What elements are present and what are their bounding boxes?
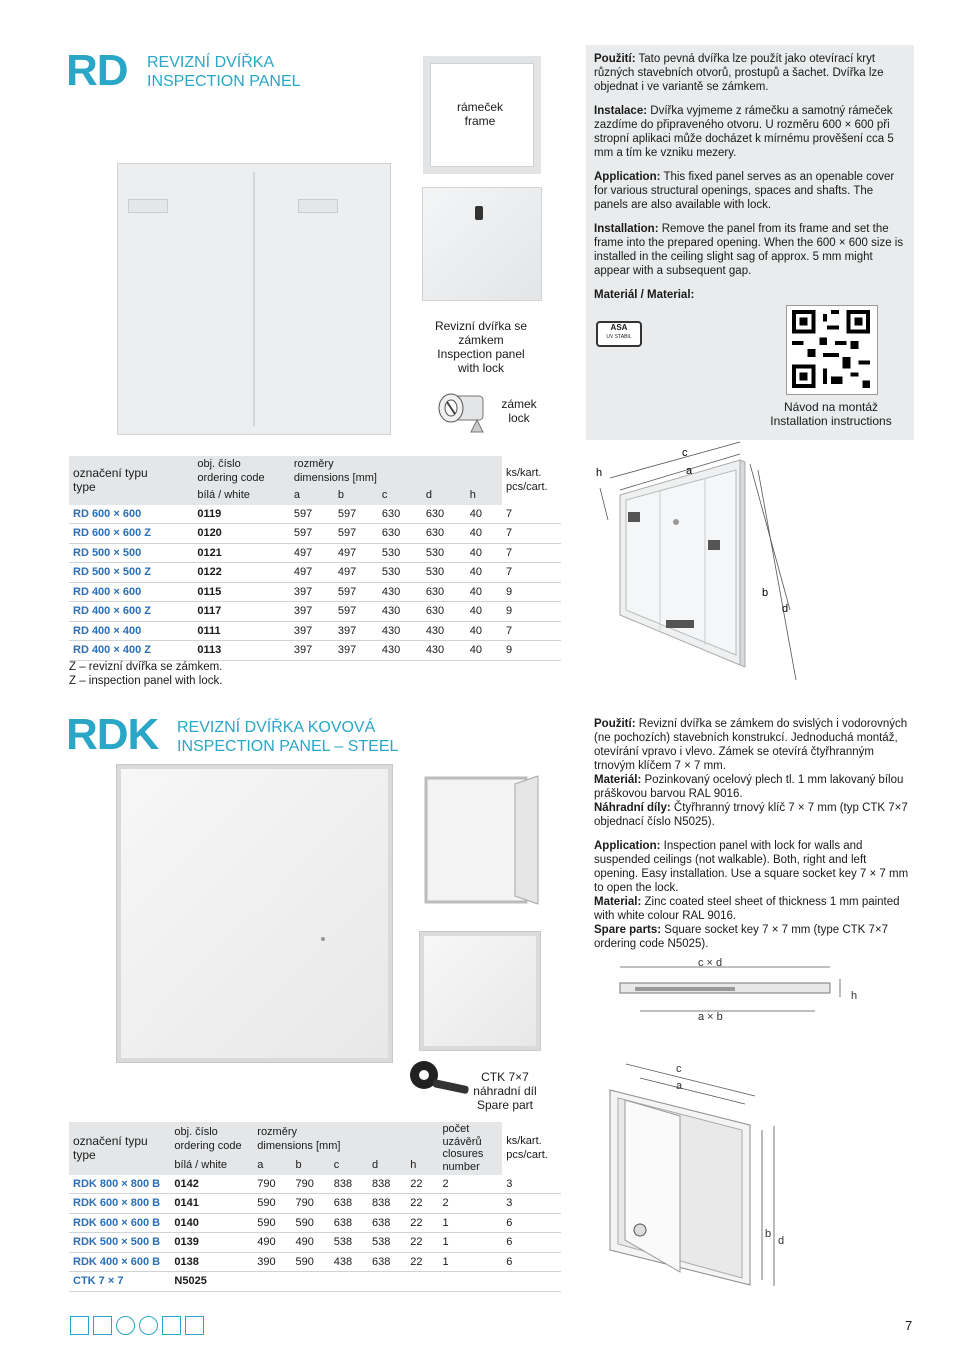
- rdk-cell-a: 590: [253, 1194, 291, 1214]
- door-panel-icon: [162, 1316, 181, 1335]
- frame-caption-en: frame: [464, 114, 496, 128]
- rd-install-cz: [594, 104, 910, 160]
- rd-table-note: [69, 660, 222, 688]
- rd-cell-b: 397: [334, 641, 378, 661]
- rdk-th-type-cz: označení typu: [73, 1134, 148, 1149]
- rd-cell-c: 430: [378, 621, 422, 641]
- fan-icon: [139, 1316, 158, 1335]
- steel-panel-image: [117, 765, 392, 1062]
- rd-cell-d: 430: [422, 641, 466, 661]
- rdk-cell-c: [330, 1272, 368, 1292]
- rd-cell-c: 430: [378, 582, 422, 602]
- asa-badge-brand: ASA: [610, 323, 628, 332]
- rdk-cell-c: 538: [330, 1233, 368, 1253]
- rdk-th-type-en: type: [73, 1148, 96, 1163]
- lock-keyhole-icon: [475, 206, 483, 220]
- table-row: [69, 582, 561, 602]
- panel-caption-line-1: Revizní dvířka se: [434, 319, 528, 333]
- rdk-application-en-body: Inspection panel with lock for walls and suspended ceilings (not walkable). Both, right and left opening. Easy installation. Use a square socket key 7 × 7 mm to open the lock.: [594, 840, 909, 894]
- rdk-cell-d: 838: [368, 1175, 406, 1194]
- rd-code: RD: [66, 46, 128, 95]
- install-caption-cz: Návod na montáž: [783, 400, 879, 414]
- table-row: [69, 563, 561, 583]
- install-instructions-caption: [758, 400, 904, 428]
- rd-th-code-cz: obj. číslo: [197, 458, 241, 470]
- rd-th-pcs-en: pcs/cart.: [505, 481, 548, 494]
- rdk-title-cz: REVIZNÍ DVÍŘKA KOVOVÁ: [177, 719, 376, 736]
- rdk-spare-cz-body: Čtyřhranný trnový klíč 7 × 7 mm (typ CTK 7×7 objednací číslo N5025).: [594, 802, 908, 828]
- rdk-cell-b: 490: [292, 1233, 330, 1253]
- rd-installation-en-label: Installation:: [594, 223, 659, 235]
- rd-cell-code: 0122: [193, 563, 290, 583]
- rdk-th-pcs-en: pcs/cart.: [506, 1149, 548, 1162]
- table-row: [69, 1233, 561, 1253]
- rd-cell-pcs: 9: [502, 602, 561, 622]
- rdk-text-cz: [594, 717, 910, 829]
- rdk-th-c: c: [330, 1156, 368, 1175]
- table-row: [69, 1213, 561, 1233]
- rdk-th-white: bílá / white: [170, 1156, 253, 1175]
- rd-cell-type: RD 600 × 600: [69, 505, 193, 524]
- rd-spec-table: [69, 456, 561, 661]
- rdk-cell-pcs: 6: [502, 1213, 561, 1233]
- rdk-th-code: [170, 1122, 253, 1156]
- rd-th-pcs: [502, 456, 561, 505]
- rd-cell-a: 397: [290, 641, 334, 661]
- rdk-cell-d: [368, 1272, 406, 1292]
- rdk-cell-pcs: 6: [502, 1252, 561, 1272]
- rdk-cell-pcs: [502, 1272, 561, 1292]
- circle-vent-icon: [116, 1316, 135, 1335]
- rdk-text-en: [594, 839, 910, 951]
- rd-dim-c: c: [682, 447, 688, 459]
- rdk-cell-c: 638: [330, 1213, 368, 1233]
- rdk-cell-b: 790: [292, 1194, 330, 1214]
- rd-cell-b: 597: [334, 602, 378, 622]
- rd-installation-en-body: Remove the panel from its frame and set the frame into the prepared opening. When the 600 × 600 size is installed in the ceiling slight sag of approx. 5 mm might appear with a subsequent gap.: [594, 223, 904, 277]
- rdk-cell-c: 838: [330, 1175, 368, 1194]
- rd-cell-code: 0119: [193, 505, 290, 524]
- rd-th-d: d: [422, 486, 466, 505]
- rd-cell-pcs: 7: [502, 524, 561, 544]
- rdk-th-b: b: [292, 1156, 330, 1175]
- rd-material: [594, 288, 910, 302]
- rd-th-b: b: [334, 486, 378, 505]
- rdk-th-closures-1: počet: [442, 1123, 470, 1136]
- panel-with-lock-caption: [423, 319, 539, 375]
- rdk-cell-b: 590: [292, 1213, 330, 1233]
- steel-panel-back-image: [420, 932, 540, 1050]
- rdk-material-en-label: Material:: [594, 896, 642, 908]
- rd-installation-en: [594, 222, 910, 278]
- rd-cell-h: 40: [466, 524, 502, 544]
- table-row: [69, 1175, 561, 1194]
- rd-title: [147, 53, 301, 91]
- latch-right: [298, 199, 338, 213]
- rd-cell-d: 630: [422, 524, 466, 544]
- rdk-cell-d: 538: [368, 1233, 406, 1253]
- rd-note-cz: Z – revizní dvířka se zámkem.: [69, 661, 223, 673]
- key-caption-type: CTK 7×7: [481, 1070, 529, 1084]
- qr-code-image[interactable]: [786, 305, 878, 395]
- rd-th-dims-cz: rozměry: [293, 458, 334, 470]
- square-outline-icon: [70, 1316, 89, 1335]
- rdk-cell-closures: 1: [438, 1233, 502, 1253]
- rd-cell-d: 630: [422, 582, 466, 602]
- rd-cell-type: RD 400 × 400 Z: [69, 641, 193, 661]
- rd-install-cz-label: Instalace:: [594, 105, 648, 117]
- rdk-cell-pcs: 3: [502, 1175, 561, 1194]
- rd-cell-a: 497: [290, 563, 334, 583]
- rdk-th-type: [69, 1122, 170, 1175]
- rdk-cell-h: 22: [406, 1233, 438, 1253]
- rd-th-type: [69, 456, 193, 505]
- table-row: [69, 505, 561, 524]
- rdk-cell-a: 390: [253, 1252, 291, 1272]
- rd-cell-a: 397: [290, 621, 334, 641]
- lock-caption: [498, 397, 540, 425]
- rd-cell-d: 530: [422, 563, 466, 583]
- rdk-cell-type: RDK 400 × 600 B: [69, 1252, 170, 1272]
- asa-uv-stabil-badge: [596, 321, 642, 347]
- rd-th-code-en: ordering code: [197, 472, 265, 484]
- rd-th-white: bílá / white: [193, 486, 290, 505]
- rd-cell-c: 530: [378, 563, 422, 583]
- panel-caption-line-4: with lock: [457, 361, 504, 375]
- rdk-cell-code: N5025: [170, 1272, 253, 1292]
- rd-usage-cz: [594, 52, 910, 94]
- page-number: 7: [905, 1318, 913, 1333]
- rdk-3d-dim-d: d: [778, 1235, 785, 1247]
- rd-dim-d: d: [782, 603, 789, 615]
- rd-cell-b: 597: [334, 582, 378, 602]
- table-row: [69, 1194, 561, 1214]
- rdk-cell-h: 22: [406, 1213, 438, 1233]
- rd-cell-h: 40: [466, 505, 502, 524]
- rd-dimension-diagram: [590, 440, 910, 685]
- rd-cell-code: 0121: [193, 543, 290, 563]
- frame-caption: [435, 100, 525, 128]
- inspection-panel-image: [117, 163, 391, 435]
- rdk-cell-type: RDK 800 × 800 B: [69, 1175, 170, 1194]
- rd-note-en: Z – inspection panel with lock.: [69, 675, 223, 687]
- rdk-th-dims-en: dimensions [mm]: [257, 1140, 341, 1152]
- grid-lines-icon: [93, 1316, 112, 1335]
- rdk-cell-b: 590: [292, 1252, 330, 1272]
- steel-panel-open-image: [420, 770, 540, 910]
- rd-material-label: Materiál / Material:: [594, 289, 695, 301]
- rd-title-cz: REVIZNÍ DVÍŘKA: [147, 54, 275, 71]
- key-caption: [470, 1070, 540, 1112]
- rdk-cell-d: 838: [368, 1194, 406, 1214]
- rd-cell-b: 597: [334, 505, 378, 524]
- frame-caption-cz: rámeček: [456, 100, 503, 114]
- table-row: [69, 543, 561, 563]
- panel-with-lock-image: [422, 187, 542, 301]
- rd-usage-cz-body: Tato pevná dvířka lze použít jako otevírací kryt různých stavebních otvorů, prostupů a šachet. Dvířka lze objednat i ve variantě se zámkem.: [594, 53, 884, 93]
- rdk-cell-type: RDK 600 × 800 B: [69, 1194, 170, 1214]
- rd-cell-a: 397: [290, 602, 334, 622]
- rd-table-body: [69, 505, 561, 661]
- rdk-cell-type: CTK 7 × 7: [69, 1272, 170, 1292]
- stairs-icon: [185, 1316, 204, 1335]
- table-row: [69, 641, 561, 661]
- rdk-title-en: INSPECTION PANEL – STEEL: [177, 738, 399, 755]
- key-image: [406, 1055, 476, 1105]
- rdk-material-cz-label: Materiál:: [594, 774, 642, 786]
- rdk-spare-cz-label: Náhradní díly:: [594, 802, 671, 814]
- rdk-dim-ab: a × b: [698, 1011, 723, 1023]
- rdk-cell-h: 22: [406, 1194, 438, 1214]
- lock-image: [433, 390, 491, 434]
- rdk-cell-type: RDK 500 × 500 B: [69, 1233, 170, 1253]
- rd-th-type-en: type: [73, 480, 96, 495]
- rdk-th-closures-2: uzávěrů: [442, 1135, 482, 1148]
- rd-dim-b: b: [762, 587, 769, 599]
- rdk-cell-b: 790: [292, 1175, 330, 1194]
- panel-caption-line-2: zámkem: [458, 333, 504, 347]
- rdk-section-diagram: [590, 955, 910, 1025]
- rdk-cell-closures: 1: [438, 1213, 502, 1233]
- rdk-th-dims-cz: rozměry: [257, 1126, 298, 1138]
- rd-cell-c: 630: [378, 524, 422, 544]
- rd-usage-cz-label: Použití:: [594, 53, 636, 65]
- rdk-cell-d: 638: [368, 1213, 406, 1233]
- rdk-3d-dim-c: c: [676, 1063, 682, 1075]
- asa-badge-sub: UV STABIL: [606, 334, 632, 340]
- rd-cell-h: 40: [466, 582, 502, 602]
- rd-dim-h: h: [596, 467, 603, 479]
- rd-application-en-label: Application:: [594, 171, 661, 183]
- rdk-3d-dim-b: b: [765, 1228, 772, 1240]
- panel-caption-line-3: Inspection panel: [437, 347, 525, 361]
- rd-application-en: [594, 170, 910, 212]
- rdk-th-dims: [253, 1122, 438, 1156]
- rdk-cell-code: 0140: [170, 1213, 253, 1233]
- rdk-dim-cd: c × d: [698, 957, 723, 969]
- panel-leaf-divider: [253, 172, 255, 426]
- rdk-th-pcs: [502, 1122, 561, 1175]
- latch-left: [128, 199, 168, 213]
- rd-cell-b: 597: [334, 524, 378, 544]
- rd-cell-pcs: 7: [502, 563, 561, 583]
- rd-cell-type: RD 500 × 500 Z: [69, 563, 193, 583]
- rd-cell-code: 0111: [193, 621, 290, 641]
- rd-th-dims: [290, 456, 502, 486]
- rd-application-en-body: This fixed panel serves as an openable cover for various structural openings, spaces and shafts. The panels are also available with lock.: [594, 171, 895, 211]
- rdk-code: RDK: [66, 710, 159, 759]
- rdk-cell-d: 638: [368, 1252, 406, 1272]
- rd-cell-d: 630: [422, 602, 466, 622]
- table-row: [69, 1252, 561, 1272]
- rd-cell-code: 0117: [193, 602, 290, 622]
- rd-cell-a: 497: [290, 543, 334, 563]
- rdk-material-cz-body: Pozinkovaný ocelový plech tl. 1 mm lakovaný bílou práškovou barvou RAL 9016.: [594, 774, 904, 800]
- rd-cell-code: 0120: [193, 524, 290, 544]
- rdk-cell-h: [406, 1272, 438, 1292]
- rd-th-code: [193, 456, 290, 486]
- rdk-title: [177, 718, 398, 756]
- rdk-th-closures-3: closures: [442, 1148, 484, 1161]
- rdk-cell-code: 0139: [170, 1233, 253, 1253]
- rd-th-type-cz: označení typu: [73, 466, 148, 481]
- table-row: [69, 524, 561, 544]
- rd-th-dims-en: dimensions [mm]: [293, 472, 377, 484]
- rd-cell-type: RD 500 × 500: [69, 543, 193, 563]
- rd-cell-h: 40: [466, 621, 502, 641]
- rd-table-header-row: [69, 456, 561, 486]
- rdk-table-header-row: [69, 1122, 561, 1156]
- rdk-cell-closures: [438, 1272, 502, 1292]
- rd-title-en: INSPECTION PANEL: [147, 73, 301, 90]
- rdk-3d-dim-a: a: [676, 1080, 683, 1092]
- rdk-cell-closures: 2: [438, 1194, 502, 1214]
- rdk-cell-pcs: 3: [502, 1194, 561, 1214]
- rdk-cell-code: 0141: [170, 1194, 253, 1214]
- rdk-material-en-body: Zinc coated steel sheet of thickness 1 mm painted with white colour RAL 9016.: [594, 896, 900, 922]
- rd-cell-c: 630: [378, 505, 422, 524]
- rd-cell-pcs: 7: [502, 543, 561, 563]
- rd-cell-c: 530: [378, 543, 422, 563]
- rd-cell-code: 0113: [193, 641, 290, 661]
- rdk-th-closures-4: number: [442, 1160, 480, 1173]
- rd-cell-h: 40: [466, 641, 502, 661]
- rd-th-pcs-cz: ks/kart.: [505, 467, 542, 480]
- rdk-application-en-label: Application:: [594, 840, 661, 852]
- rd-cell-h: 40: [466, 602, 502, 622]
- table-row: [69, 1272, 561, 1292]
- rdk-th-h: h: [406, 1156, 438, 1175]
- rd-cell-d: 530: [422, 543, 466, 563]
- rdk-cell-a: 490: [253, 1233, 291, 1253]
- key-caption-cz: náhradní díl: [473, 1084, 537, 1098]
- rd-cell-b: 397: [334, 621, 378, 641]
- table-row: [69, 621, 561, 641]
- rdk-spec-table: [69, 1122, 561, 1292]
- rd-th-a: a: [290, 486, 334, 505]
- rd-cell-pcs: 7: [502, 621, 561, 641]
- steel-panel-lock-dot: [321, 937, 325, 941]
- rd-cell-c: 430: [378, 641, 422, 661]
- rd-cell-b: 497: [334, 543, 378, 563]
- lock-caption-cz: zámek: [501, 397, 537, 411]
- rdk-usage-cz-label: Použití:: [594, 718, 636, 730]
- rd-cell-a: 397: [290, 582, 334, 602]
- rd-cell-type: RD 400 × 600 Z: [69, 602, 193, 622]
- rdk-cell-type: RDK 600 × 600 B: [69, 1213, 170, 1233]
- rd-cell-pcs: 9: [502, 582, 561, 602]
- rdk-cell-pcs: 6: [502, 1233, 561, 1253]
- rd-cell-d: 430: [422, 621, 466, 641]
- rd-cell-type: RD 400 × 600: [69, 582, 193, 602]
- rdk-cell-closures: 1: [438, 1252, 502, 1272]
- rdk-dim-h: h: [851, 990, 858, 1002]
- rdk-th-pcs-cz: ks/kart.: [506, 1135, 542, 1148]
- rdk-cell-a: [253, 1272, 291, 1292]
- rdk-th-a: a: [253, 1156, 291, 1175]
- rd-info-text: [594, 52, 910, 312]
- rdk-cell-a: 790: [253, 1175, 291, 1194]
- rdk-th-code-en: ordering code: [174, 1140, 242, 1152]
- rd-cell-a: 597: [290, 524, 334, 544]
- rd-cell-type: RD 600 × 600 Z: [69, 524, 193, 544]
- install-caption-en: Installation instructions: [770, 414, 892, 428]
- rd-cell-type: RD 400 × 400: [69, 621, 193, 641]
- rdk-spare-en-body: Square socket key 7 × 7 mm (type CTK 7×7 ordering code N5025).: [594, 924, 889, 950]
- rdk-cell-h: 22: [406, 1252, 438, 1272]
- rdk-3d-diagram: [590, 1050, 910, 1290]
- rdk-th-d: d: [368, 1156, 406, 1175]
- footer-icons: [70, 1316, 208, 1338]
- rd-dim-a: a: [686, 465, 693, 477]
- rd-cell-h: 40: [466, 543, 502, 563]
- rdk-cell-code: 0138: [170, 1252, 253, 1272]
- rdk-th-closures: [438, 1122, 502, 1175]
- rd-th-c: c: [378, 486, 422, 505]
- rd-cell-d: 630: [422, 505, 466, 524]
- rdk-cell-h: 22: [406, 1175, 438, 1194]
- rdk-th-code-cz: obj. číslo: [174, 1126, 218, 1138]
- rdk-info-text: [594, 717, 910, 961]
- rd-cell-b: 497: [334, 563, 378, 583]
- rd-cell-code: 0115: [193, 582, 290, 602]
- rd-th-h: h: [466, 486, 502, 505]
- rd-cell-pcs: 7: [502, 505, 561, 524]
- rdk-cell-c: 638: [330, 1194, 368, 1214]
- rdk-cell-c: 438: [330, 1252, 368, 1272]
- rdk-cell-b: [292, 1272, 330, 1292]
- lock-caption-en: lock: [508, 411, 530, 425]
- rdk-cell-a: 590: [253, 1213, 291, 1233]
- rd-install-cz-body: Dvířka vyjmeme z rámečku a samotný rámeček zazdíme do připraveného otvoru. U rozměru 600 × 600 při stropní aplikaci může docházet k mírnému prověšení cca 5 mm a tím ke vzniku mezery.: [594, 105, 894, 159]
- rdk-spare-en-label: Spare parts:: [594, 924, 662, 936]
- rdk-table-body: [69, 1175, 561, 1292]
- rdk-usage-cz-body: Revizní dvířka se zámkem do svislých i vodorovných (ne pochozích) stavebních konstrukcí. Jednoduchá montáž, otevírání vpravo i vlevo. Zámek se otevírá čtyřhranným trnovým klíčem 7 × 7 mm.: [594, 718, 908, 772]
- rd-cell-c: 430: [378, 602, 422, 622]
- rdk-cell-closures: 2: [438, 1175, 502, 1194]
- rdk-cell-code: 0142: [170, 1175, 253, 1194]
- rd-cell-a: 597: [290, 505, 334, 524]
- table-row: [69, 602, 561, 622]
- key-caption-en: Spare part: [476, 1098, 534, 1112]
- rd-cell-h: 40: [466, 563, 502, 583]
- rd-cell-pcs: 9: [502, 641, 561, 661]
